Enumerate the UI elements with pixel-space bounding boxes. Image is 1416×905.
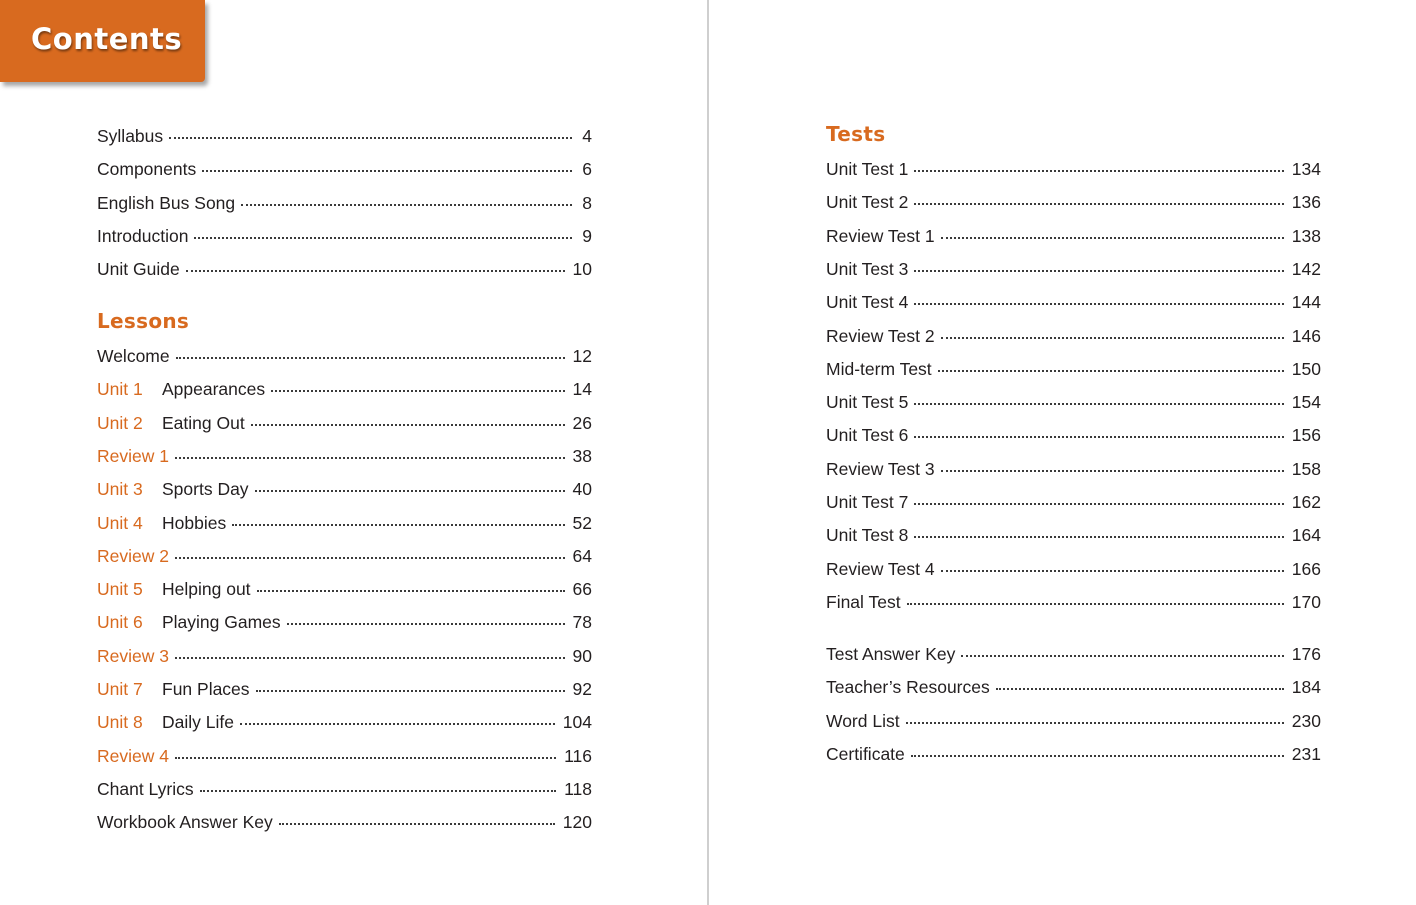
toc-entry-page: 38 xyxy=(572,445,592,466)
toc-entry-page: 150 xyxy=(1291,358,1321,379)
toc-entry-page: 154 xyxy=(1291,392,1321,413)
toc-entry[interactable] xyxy=(826,223,1321,249)
toc-entry-prefix: Unit 2 xyxy=(97,412,143,433)
toc-entry-prefix: Unit 5 xyxy=(97,579,143,600)
toc-entry-label: Syllabus xyxy=(97,126,164,146)
tests-heading: Tests xyxy=(826,122,886,146)
toc-entry[interactable] xyxy=(826,389,1321,415)
toc-entry[interactable] xyxy=(97,776,592,802)
toc-entry-label: Mid-term Test xyxy=(826,358,932,379)
toc-entry[interactable] xyxy=(826,589,1321,615)
toc-entry-page: 144 xyxy=(1291,292,1321,313)
toc-entry-prefix: Review 2 xyxy=(97,545,169,566)
toc-entry-page: 6 xyxy=(582,159,592,180)
dot-leader xyxy=(200,788,556,792)
toc-entry[interactable] xyxy=(97,190,592,216)
toc-entry-page: 78 xyxy=(572,612,592,633)
toc-entry[interactable] xyxy=(826,522,1321,548)
toc-entry[interactable] xyxy=(97,510,592,536)
toc-entry-page: 9 xyxy=(582,225,592,246)
dot-leader xyxy=(175,755,556,759)
toc-entry-label: Unit Test 6 xyxy=(826,425,909,446)
dot-leader xyxy=(961,653,1283,657)
toc-entry-page: 8 xyxy=(582,192,592,213)
toc-entry-page: 164 xyxy=(1291,525,1321,546)
toc-entry[interactable] xyxy=(97,576,592,602)
toc-entry[interactable] xyxy=(826,323,1321,349)
toc-entry-page: 104 xyxy=(562,712,592,733)
toc-entry-label: Sports Day xyxy=(162,479,249,500)
toc-entry-page: 170 xyxy=(1291,591,1321,612)
dot-leader xyxy=(175,655,565,659)
toc-entry-page: 166 xyxy=(1291,558,1321,579)
toc-entry-prefix: Review 4 xyxy=(97,745,169,766)
toc-entry-label: Chant Lyrics xyxy=(97,778,194,799)
toc-entry-label: Final Test xyxy=(826,591,901,612)
toc-entry[interactable] xyxy=(826,556,1321,582)
dot-leader xyxy=(996,686,1284,690)
toc-entry[interactable] xyxy=(97,443,592,469)
toc-entry-label: Hobbies xyxy=(162,512,227,533)
dot-leader xyxy=(232,522,564,526)
dot-leader xyxy=(176,355,565,359)
dot-leader xyxy=(914,501,1283,505)
toc-entry-label: Unit Test 1 xyxy=(826,159,909,179)
toc-entry-prefix: Review 1 xyxy=(97,445,169,466)
dot-leader xyxy=(914,268,1283,272)
toc-entry[interactable] xyxy=(97,643,592,669)
toc-entry-page: 134 xyxy=(1291,159,1321,179)
toc-entry-prefix: Unit 4 xyxy=(97,512,143,533)
toc-entry-label: Review Test 4 xyxy=(826,558,935,579)
toc-entry-page: 120 xyxy=(562,812,592,833)
dot-leader xyxy=(907,601,1284,605)
page-title: Contents xyxy=(31,22,183,56)
toc-entry-label: Components xyxy=(97,159,197,180)
dot-leader xyxy=(271,388,564,392)
dot-leader xyxy=(279,821,555,825)
dot-leader xyxy=(914,201,1283,205)
dot-leader xyxy=(914,168,1283,172)
toc-entry-page: 231 xyxy=(1291,743,1321,764)
toc-entry[interactable] xyxy=(97,609,592,635)
toc-entry-page: 156 xyxy=(1291,425,1321,446)
toc-entry[interactable] xyxy=(826,156,1321,182)
toc-entry-page: 184 xyxy=(1291,677,1321,698)
toc-entry[interactable] xyxy=(97,410,592,436)
dot-leader xyxy=(256,688,565,692)
toc-entry[interactable] xyxy=(826,741,1321,767)
dot-leader xyxy=(175,555,565,559)
dot-leader xyxy=(911,753,1284,757)
toc-entry-page: 136 xyxy=(1291,192,1321,213)
toc-entry-label: Review Test 1 xyxy=(826,225,935,246)
toc-entry[interactable] xyxy=(97,543,592,569)
toc-entry-page: 92 xyxy=(572,679,592,699)
dot-leader xyxy=(194,235,572,239)
dot-leader xyxy=(938,368,1284,372)
contents-tab xyxy=(0,0,205,82)
toc-entry-label: Review Test 2 xyxy=(826,325,935,346)
toc-entry-page: 138 xyxy=(1291,225,1321,246)
toc-entry-label: Review Test 3 xyxy=(826,458,935,479)
toc-entry-page: 146 xyxy=(1291,325,1321,346)
toc-entry[interactable] xyxy=(826,189,1321,215)
dot-leader xyxy=(202,168,572,172)
toc-entry-page: 90 xyxy=(572,645,592,666)
toc-entry-page: 230 xyxy=(1291,710,1321,731)
toc-entry-label: Fun Places xyxy=(162,679,250,699)
toc-entry-page: 40 xyxy=(572,479,592,500)
toc-entry-prefix: Review 3 xyxy=(97,645,169,666)
toc-entry-page: 142 xyxy=(1291,258,1321,279)
dot-leader xyxy=(186,268,565,272)
toc-entry-label: Daily Life xyxy=(162,712,234,733)
toc-entry-label: Eating Out xyxy=(162,412,245,433)
toc-entry[interactable] xyxy=(826,356,1321,382)
toc-entry-prefix: Unit 8 xyxy=(97,712,143,733)
toc-entry-label: Workbook Answer Key xyxy=(97,812,273,833)
toc-entry-label: Unit Test 5 xyxy=(826,392,909,413)
toc-entry-page: 118 xyxy=(564,778,592,799)
dot-leader xyxy=(941,568,1284,572)
toc-entry-prefix: Unit 1 xyxy=(97,379,143,400)
dot-leader xyxy=(914,301,1283,305)
toc-entry[interactable] xyxy=(97,376,592,402)
toc-entry-prefix: Unit 7 xyxy=(97,679,143,699)
toc-entry-page: 12 xyxy=(572,346,592,366)
toc-entry-label: Unit Test 8 xyxy=(826,525,909,546)
dot-leader xyxy=(906,720,1284,724)
toc-entry[interactable] xyxy=(97,809,592,835)
toc-entry[interactable] xyxy=(826,456,1321,482)
lessons-heading: Lessons xyxy=(97,309,190,333)
toc-entry-label: Certificate xyxy=(826,743,905,764)
toc-entry[interactable] xyxy=(97,743,592,769)
toc-entry[interactable] xyxy=(826,289,1321,315)
toc-entry-label: Welcome xyxy=(97,346,170,366)
dot-leader xyxy=(175,455,565,459)
dot-leader xyxy=(941,335,1284,339)
toc-entry-label: Playing Games xyxy=(162,612,281,633)
toc-entry-page: 158 xyxy=(1291,458,1321,479)
toc-entry-label: Appearances xyxy=(162,379,266,400)
dot-leader xyxy=(941,235,1284,239)
dot-leader xyxy=(257,588,565,592)
dot-leader xyxy=(169,135,572,139)
toc-entry-page: 64 xyxy=(572,545,592,566)
dot-leader xyxy=(914,434,1283,438)
toc-entry[interactable] xyxy=(826,422,1321,448)
toc-entry[interactable] xyxy=(97,676,592,702)
toc-entry[interactable] xyxy=(826,708,1321,734)
toc-entry[interactable] xyxy=(97,709,592,735)
toc-entry-label: Teacher’s Resources xyxy=(826,677,990,698)
toc-entry-page: 66 xyxy=(572,579,592,600)
toc-entry-page: 14 xyxy=(572,379,592,400)
dot-leader xyxy=(255,488,565,492)
toc-entry-label: Unit Test 3 xyxy=(826,258,909,279)
toc-entry-page: 10 xyxy=(572,259,592,280)
toc-entry-page: 52 xyxy=(572,512,592,533)
toc-entry[interactable] xyxy=(97,343,592,369)
dot-leader xyxy=(941,468,1284,472)
toc-entry[interactable] xyxy=(97,476,592,502)
toc-entry-label: Introduction xyxy=(97,225,189,246)
toc-entry-label: Unit Test 2 xyxy=(826,192,909,213)
toc-entry-label: Test Answer Key xyxy=(826,644,956,664)
toc-entry-prefix: Unit 6 xyxy=(97,612,143,633)
toc-entry[interactable] xyxy=(97,123,592,149)
page-gutter-divider xyxy=(707,0,709,905)
toc-entry-page: 4 xyxy=(582,126,592,146)
toc-entry[interactable] xyxy=(826,641,1321,667)
dot-leader xyxy=(287,621,565,625)
toc-entry-page: 116 xyxy=(564,745,592,766)
dot-leader xyxy=(914,534,1283,538)
toc-entry-label: Unit Test 4 xyxy=(826,292,909,313)
dot-leader xyxy=(240,721,555,725)
dot-leader xyxy=(914,401,1283,405)
toc-entry[interactable] xyxy=(826,256,1321,282)
toc-entry[interactable] xyxy=(97,156,592,182)
toc-entry-label: English Bus Song xyxy=(97,192,236,213)
dot-leader xyxy=(241,202,572,206)
toc-entry-label: Unit Test 7 xyxy=(826,492,909,512)
toc-entry-page: 162 xyxy=(1291,492,1321,512)
toc-entry-label: Helping out xyxy=(162,579,251,600)
toc-entry-prefix: Unit 3 xyxy=(97,479,143,500)
toc-entry[interactable] xyxy=(97,223,592,249)
toc-entry-label: Unit Guide xyxy=(97,259,180,280)
dot-leader xyxy=(251,422,565,426)
toc-entry-label: Word List xyxy=(826,710,900,731)
toc-entry[interactable] xyxy=(826,674,1321,700)
toc-entry-page: 26 xyxy=(572,412,592,433)
toc-entry[interactable] xyxy=(97,256,592,282)
toc-entry[interactable] xyxy=(826,489,1321,515)
toc-entry-page: 176 xyxy=(1291,644,1321,664)
